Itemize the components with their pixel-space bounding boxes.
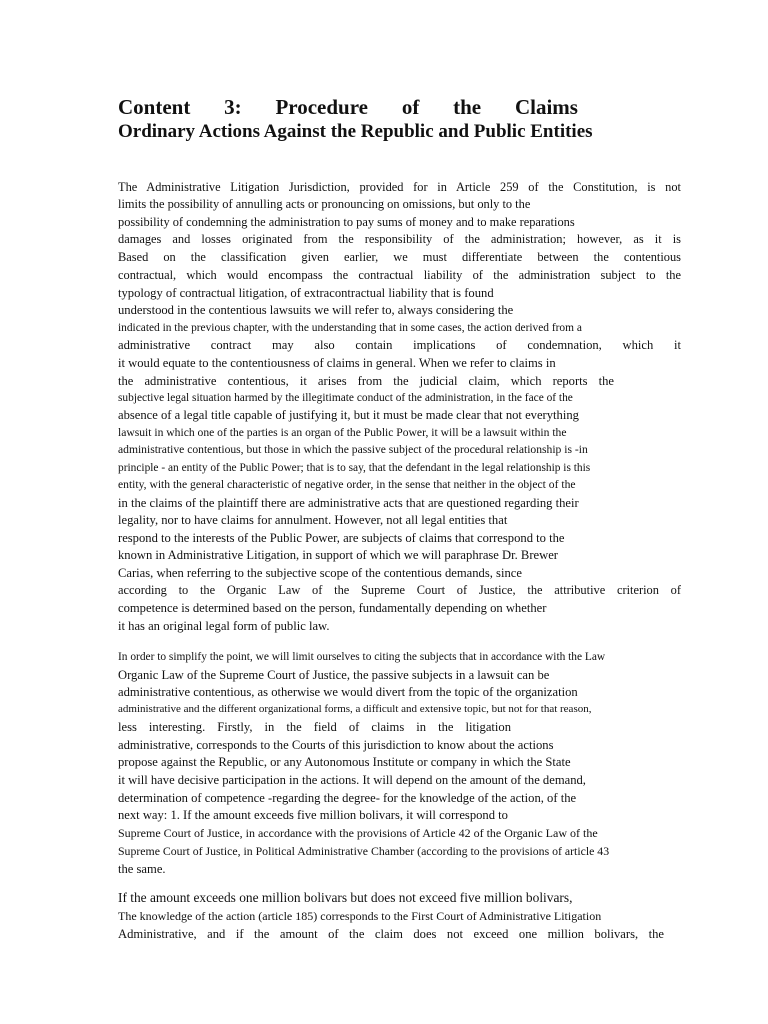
text-line: Supreme Court of Justice, in Political Administrative Chamber (according to the provisions of article 43 xyxy=(118,844,610,858)
text-line: competence is determined based on the person, fundamentally depending on whether xyxy=(118,601,547,615)
title-word: Procedure xyxy=(275,95,368,119)
text-line: If the amount exceeds one million bolivars but does not exceed five million bolivars, xyxy=(118,890,573,905)
text-line: administrative contract may also contain implications of condemnation, which it xyxy=(118,338,681,352)
text-line: Organic Law of the Supreme Court of Justice, the passive subjects in a lawsuit can be xyxy=(118,668,550,682)
title-word: Claims xyxy=(514,95,578,119)
text-line: determination of competence -regarding the degree- for the knowledge of the action, of the xyxy=(118,791,577,805)
text-line: contractual, which would encompass the contractual liability of the administration subject to the xyxy=(118,268,681,282)
text-line: propose against the Republic, or any Autonomous Institute or company in which the State xyxy=(118,755,571,769)
title-word: Content xyxy=(118,95,191,119)
text-line: it would equate to the contentiousness of claims in general. When we refer to claims in xyxy=(118,356,556,370)
text-line: legality, nor to have claims for annulment. However, not all legal entities that xyxy=(118,513,508,527)
text-line: administrative contentious, but those in which the passive subject of the procedural relationship is -in xyxy=(118,443,588,456)
text-line: in the claims of the plaintiff there are administrative acts that are questioned regarding their xyxy=(118,496,579,510)
text-line: Administrative, and if the amount of the claim does not exceed one million bolivars, the xyxy=(118,927,664,941)
title-word: 3: xyxy=(224,95,242,119)
title-word: the xyxy=(453,95,482,119)
text-line: lawsuit in which one of the parties is an organ of the Public Power, it will be a lawsuit within the xyxy=(118,426,567,439)
text-line: limits the possibility of annulling acts or pronouncing on omissions, but only to the xyxy=(118,197,531,211)
text-line: The Administrative Litigation Jurisdiction, provided for in Article 259 of the Constitution, is not xyxy=(118,180,681,194)
text-line: damages and losses originated from the responsibility of the administration; however, as it is xyxy=(118,232,681,246)
text-line: Based on the classification given earlier, we must differentiate between the contentious xyxy=(118,250,681,264)
text-line: principle - an entity of the Public Power; that is to say, that the defendant in the legal relationship is this xyxy=(118,462,591,474)
text-line: it has an original legal form of public law. xyxy=(118,619,330,633)
text-line: less interesting. Firstly, in the field of claims in the litigation xyxy=(118,720,511,734)
text-line: In order to simplify the point, we will limit ourselves to citing the subjects that in accordance with the Law xyxy=(118,651,606,663)
text-line: next way: 1. If the amount exceeds five million bolivars, it will correspond to xyxy=(118,808,508,822)
text-line: understood in the contentious lawsuits we will refer to, always considering the xyxy=(118,303,514,317)
text-line: The knowledge of the action (article 185) corresponds to the First Court of Administrative Litigation xyxy=(118,909,602,923)
text-line: the administrative contentious, it arises from the judicial claim, which reports the xyxy=(118,374,614,388)
text-line: it will have decisive participation in the actions. It will depend on the amount of the demand, xyxy=(118,773,586,787)
text-line: possibility of condemning the administration to pay sums of money and to make reparations xyxy=(118,215,575,229)
text-line: Supreme Court of Justice, in accordance with the provisions of Article 42 of the Organic Law of the xyxy=(118,826,598,840)
title-word: of xyxy=(401,95,420,119)
text-line: Carias, when referring to the subjective scope of the contentious demands, since xyxy=(118,566,522,580)
text-line: the same. xyxy=(118,862,166,876)
text-line: administrative and the different organizational forms, a difficult and extensive topic, but not for that reason, xyxy=(118,703,592,715)
text-line: subjective legal situation harmed by the illegitimate conduct of the administration, in the face of the xyxy=(118,392,573,404)
text-line: known in Administrative Litigation, in support of which we will paraphrase Dr. Brewer xyxy=(118,548,558,562)
text-line: respond to the interests of the Public Power, are subjects of claims that correspond to the xyxy=(118,531,565,545)
text-line: according to the Organic Law of the Supreme Court of Justice, the attributive criterion of xyxy=(118,583,681,597)
text-line: administrative contentious, as otherwise we would divert from the topic of the organization xyxy=(118,685,578,699)
text-line: indicated in the previous chapter, with the understanding that in some cases, the action derived from a xyxy=(118,322,582,334)
document-title-line-2: Ordinary Actions Against the Republic and Public Entities xyxy=(118,121,593,142)
text-line: administrative, corresponds to the Courts of this jurisdiction to know about the actions xyxy=(118,738,554,752)
text-line: typology of contractual litigation, of extracontractual liability that is found xyxy=(118,286,494,300)
text-line: entity, with the general characteristic of negative order, in the sense that neither in the object of the xyxy=(118,478,576,491)
document-title-line-1 xyxy=(118,94,578,120)
text-line: absence of a legal title capable of justifying it, but it must be made clear that not everything xyxy=(118,408,579,422)
